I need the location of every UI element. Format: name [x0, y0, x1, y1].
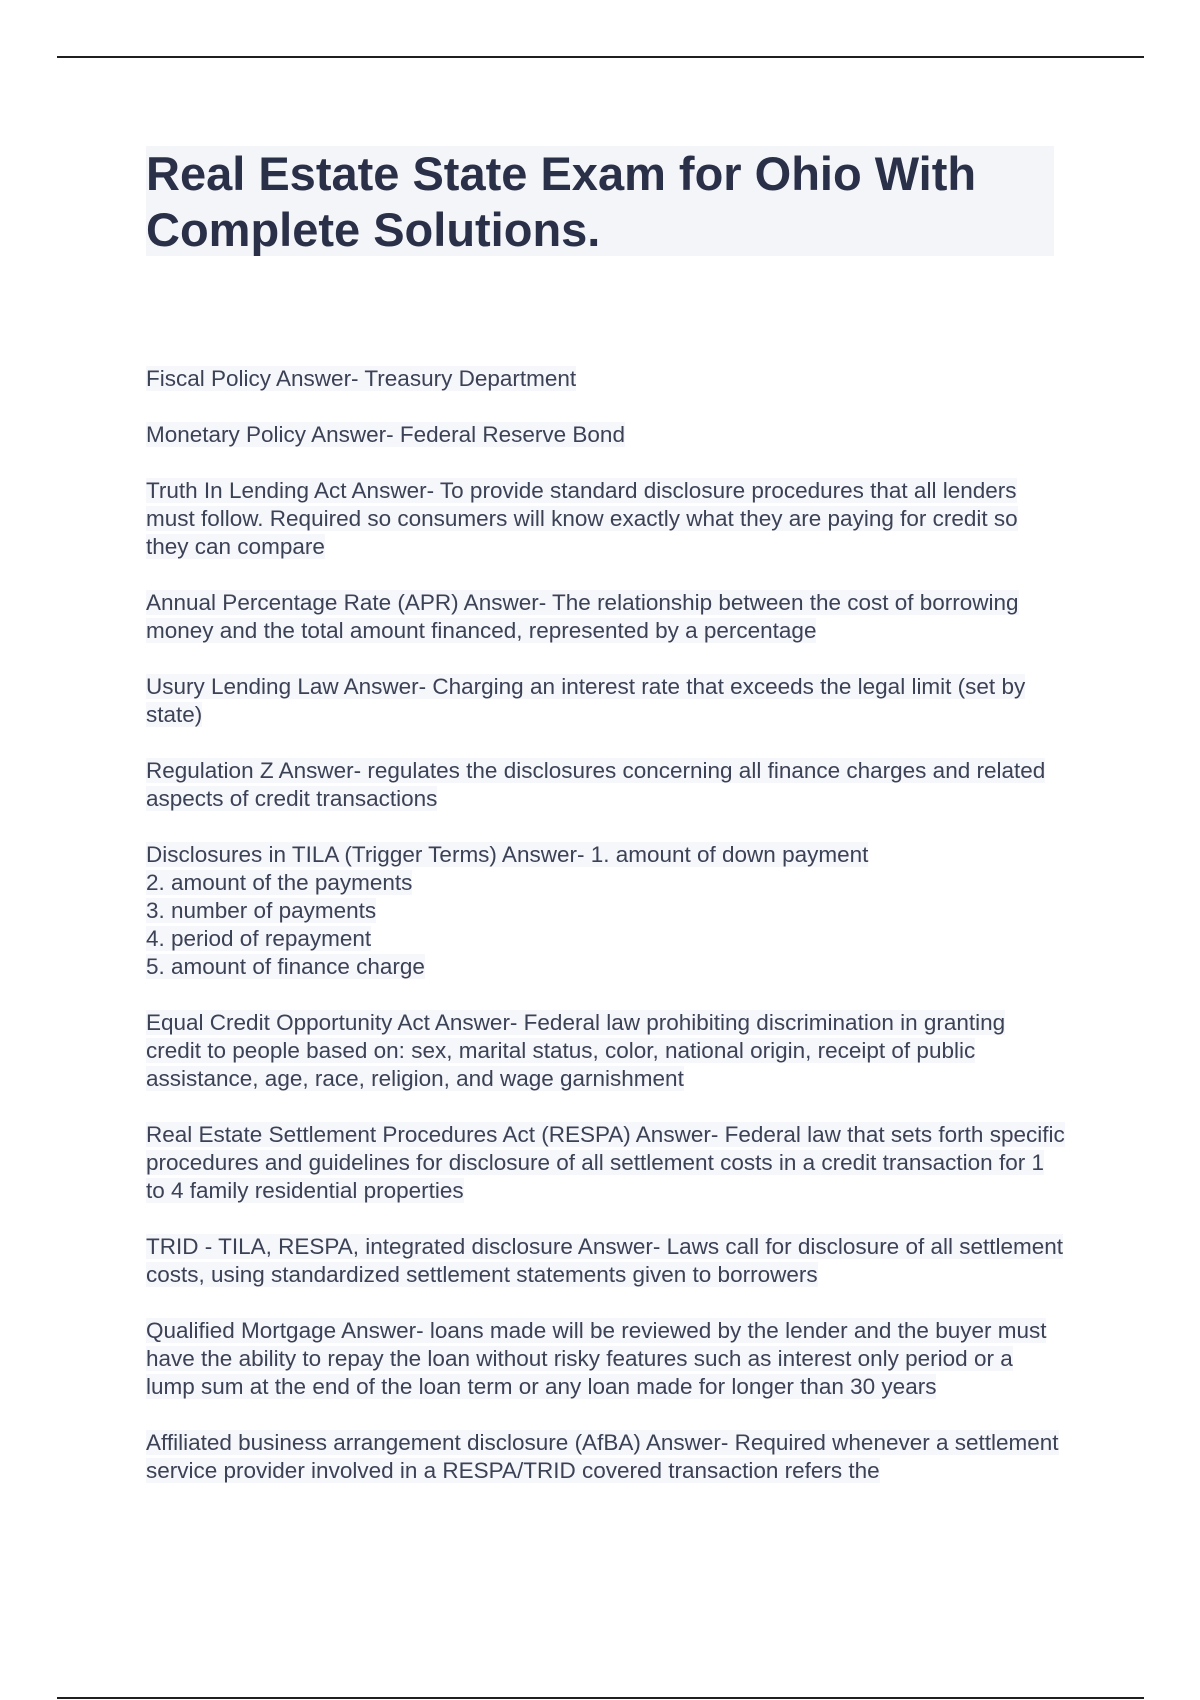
qa-item	[146, 1009, 1066, 1093]
qa-item-text: Monetary Policy Answer- Federal Reserve Bond	[146, 422, 625, 447]
qa-item-text: Disclosures in TILA (Trigger Terms) Answer- 1. amount of down payment 2. amount of the payments 3. number of payments 4. period of repayment 5. amount of finance charge	[146, 842, 869, 979]
bottom-rule	[57, 1697, 1144, 1699]
qa-item-text: Real Estate Settlement Procedures Act (RESPA) Answer- Federal law that sets forth specific procedures and guidelines for disclosure of all settlement costs in a credit transaction for 1 to 4 family residential properties	[146, 1122, 1065, 1203]
qa-item	[146, 757, 1066, 813]
top-rule	[57, 56, 1144, 58]
qa-item-text: Regulation Z Answer- regulates the disclosures concerning all finance charges and related aspects of credit transactions	[146, 758, 1046, 811]
qa-item-text: Qualified Mortgage Answer- loans made will be reviewed by the lender and the buyer must have the ability to repay the loan without risky features such as interest only period or a lump sum at the end of the loan term or any loan made for longer than 30 years	[146, 1318, 1047, 1399]
document-title: Real Estate State Exam for Ohio With Complete Solutions.	[146, 147, 977, 256]
qa-item-text: Affiliated business arrangement disclosure (AfBA) Answer- Required whenever a settlement service provider involved in a RESPA/TRID covered transaction refers the	[146, 1430, 1059, 1483]
qa-item-text: Truth In Lending Act Answer- To provide standard disclosure procedures that all lenders must follow. Required so consumers will know exactly what they are paying for credit so they can compare	[146, 478, 1018, 559]
qa-item	[146, 1121, 1066, 1205]
qa-item	[146, 1233, 1066, 1289]
qa-item	[146, 841, 1066, 981]
qa-item	[146, 673, 1066, 729]
qa-item	[146, 589, 1066, 645]
qa-item-text: Annual Percentage Rate (APR) Answer- The relationship between the cost of borrowing money and the total amount financed, represented by a percentage	[146, 590, 1019, 643]
qa-item	[146, 1317, 1066, 1401]
qa-item	[146, 365, 1066, 393]
qa-item-text: Fiscal Policy Answer- Treasury Department	[146, 366, 577, 391]
qa-item-text: TRID - TILA, RESPA, integrated disclosure Answer- Laws call for disclosure of all settlement costs, using standardized settlement statements given to borrowers	[146, 1234, 1064, 1287]
qa-item	[146, 477, 1066, 561]
qa-item	[146, 1429, 1066, 1485]
qa-item	[146, 421, 1066, 449]
qa-item-text: Usury Lending Law Answer- Charging an interest rate that exceeds the legal limit (set by state)	[146, 674, 1026, 727]
qa-item-text: Equal Credit Opportunity Act Answer- Federal law prohibiting discrimination in granting credit to people based on: sex, marital status, color, national origin, receipt of public assistance, age, race, religion, and wage garnishment	[146, 1010, 1006, 1091]
qa-list	[146, 365, 1066, 1513]
